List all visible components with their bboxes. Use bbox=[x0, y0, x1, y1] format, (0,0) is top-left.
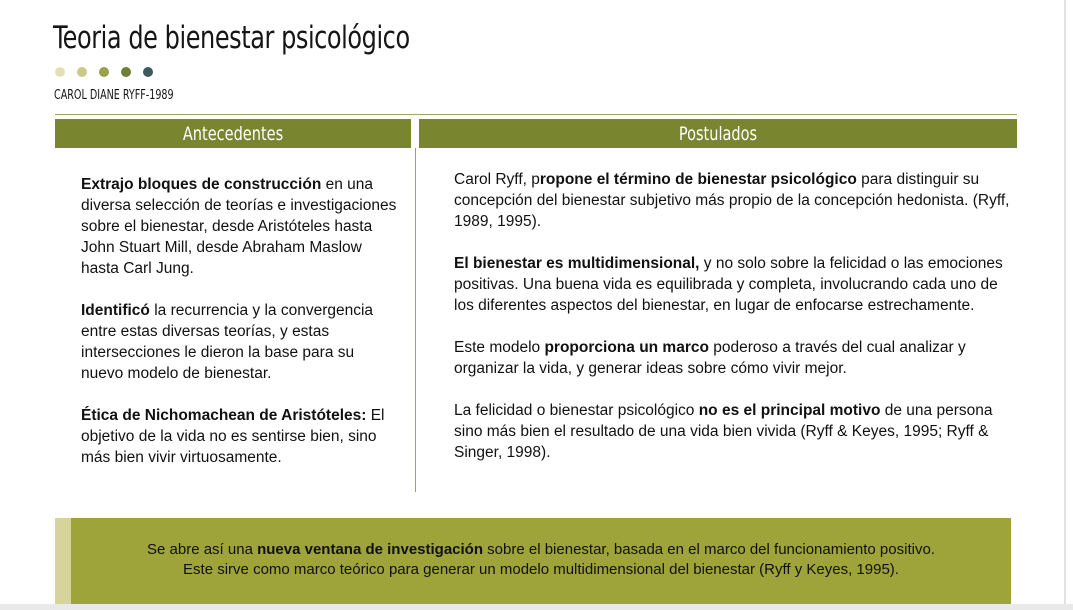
postulados-paragraph-3 bbox=[454, 337, 1014, 379]
postulados-column bbox=[454, 169, 1014, 484]
paragraph-text: la recurrencia y la convergencia entre estas diversas teorías, y estas intersecciones le dieron la base para su nuevo modelo de bienestar. bbox=[81, 302, 374, 382]
dot-1 bbox=[55, 67, 65, 77]
paragraph-text: y no solo sobre la felicidad o las emociones positivas. Una buena vida es equilibrada y completa, involucrando cada uno de los diferentes aspectos del bienestar, en lugar de enfocarse estrechamente. bbox=[454, 255, 1003, 314]
paragraph-text: poderoso a través del cual analizar y organizar la vida, y generar ideas sobre cómo vivir mejor. bbox=[454, 339, 966, 377]
paragraph-bold: Extrajo bloques de construcción bbox=[81, 176, 322, 193]
page-edge-bottom bbox=[0, 604, 1073, 610]
paragraph-bold: Identificó bbox=[81, 302, 150, 319]
column-divider bbox=[415, 148, 416, 492]
paragraph-bold: no es el principal motivo bbox=[698, 402, 881, 419]
banner-accent bbox=[55, 518, 71, 604]
dot-2 bbox=[77, 67, 87, 77]
antecedentes-heading: Antecedentes bbox=[182, 122, 284, 145]
conclusion-banner bbox=[55, 518, 1011, 604]
dot-5 bbox=[143, 67, 153, 77]
banner-text bbox=[71, 540, 1011, 580]
author-subtitle: CAROL DIANE RYFF-1989 bbox=[54, 88, 174, 103]
postulados-paragraph-1 bbox=[454, 169, 1014, 232]
paragraph-text: para distinguir su concepción del bienestar subjetivo más propio de la concepción hedonista. (Ryff, 1989, 1995). bbox=[454, 171, 1010, 230]
page-title: Teoria de bienestar psicológico bbox=[53, 20, 410, 56]
paragraph-text: en una diversa selección de teorías e investigaciones sobre el bienestar, desde Aristóteles hasta John Stuart Mill, desde Abraham Maslow hasta Carl Jung. bbox=[81, 176, 397, 277]
paragraph-text: El objetivo de la vida no es sentirse bien, sino más bien vivir virtuosamente. bbox=[81, 407, 385, 466]
banner-line-2: Este sirve como marco teórico para generar un modelo multidimensional del bienestar (Ryff y Keyes, 1995). bbox=[183, 561, 899, 578]
page-edge-right bbox=[1064, 0, 1066, 610]
postulados-heading: Postulados bbox=[678, 122, 758, 145]
paragraph-bold: El bienestar es multidimensional, bbox=[454, 255, 700, 272]
postulados-header bbox=[419, 119, 1017, 148]
banner-bold: nueva ventana de investigación bbox=[257, 541, 484, 558]
antecedentes-paragraph-1 bbox=[81, 174, 399, 279]
paragraph-pre: Carol Ryff, p bbox=[454, 171, 540, 188]
decorative-dots bbox=[55, 67, 153, 77]
banner-pre: Se abre así una bbox=[147, 541, 258, 558]
paragraph-bold: Ética de Nichomachean de Aristóteles: bbox=[81, 407, 367, 424]
paragraph-pre: La felicidad o bienestar psicológico bbox=[454, 402, 699, 419]
paragraph-bold: proporciona un marco bbox=[544, 339, 709, 356]
antecedentes-paragraph-2 bbox=[81, 300, 399, 384]
antecedentes-column bbox=[81, 174, 399, 489]
header-rule bbox=[55, 114, 1017, 115]
paragraph-pre: Este modelo bbox=[454, 339, 545, 356]
banner-post: sobre el bienestar, basada en el marco del funcionamiento positivo. bbox=[483, 541, 935, 558]
dot-3 bbox=[99, 67, 109, 77]
paragraph-text: de una persona sino más bien el resultado de una vida bien vivida (Ryff & Keyes, 1995; Ryff & Singer, 1998). bbox=[454, 402, 993, 461]
antecedentes-paragraph-3 bbox=[81, 405, 399, 468]
postulados-paragraph-2 bbox=[454, 253, 1014, 316]
paragraph-bold: ropone el término de bienestar psicológico bbox=[539, 171, 857, 188]
postulados-paragraph-4 bbox=[454, 400, 1014, 463]
antecedentes-header bbox=[55, 119, 411, 148]
dot-4 bbox=[121, 67, 131, 77]
